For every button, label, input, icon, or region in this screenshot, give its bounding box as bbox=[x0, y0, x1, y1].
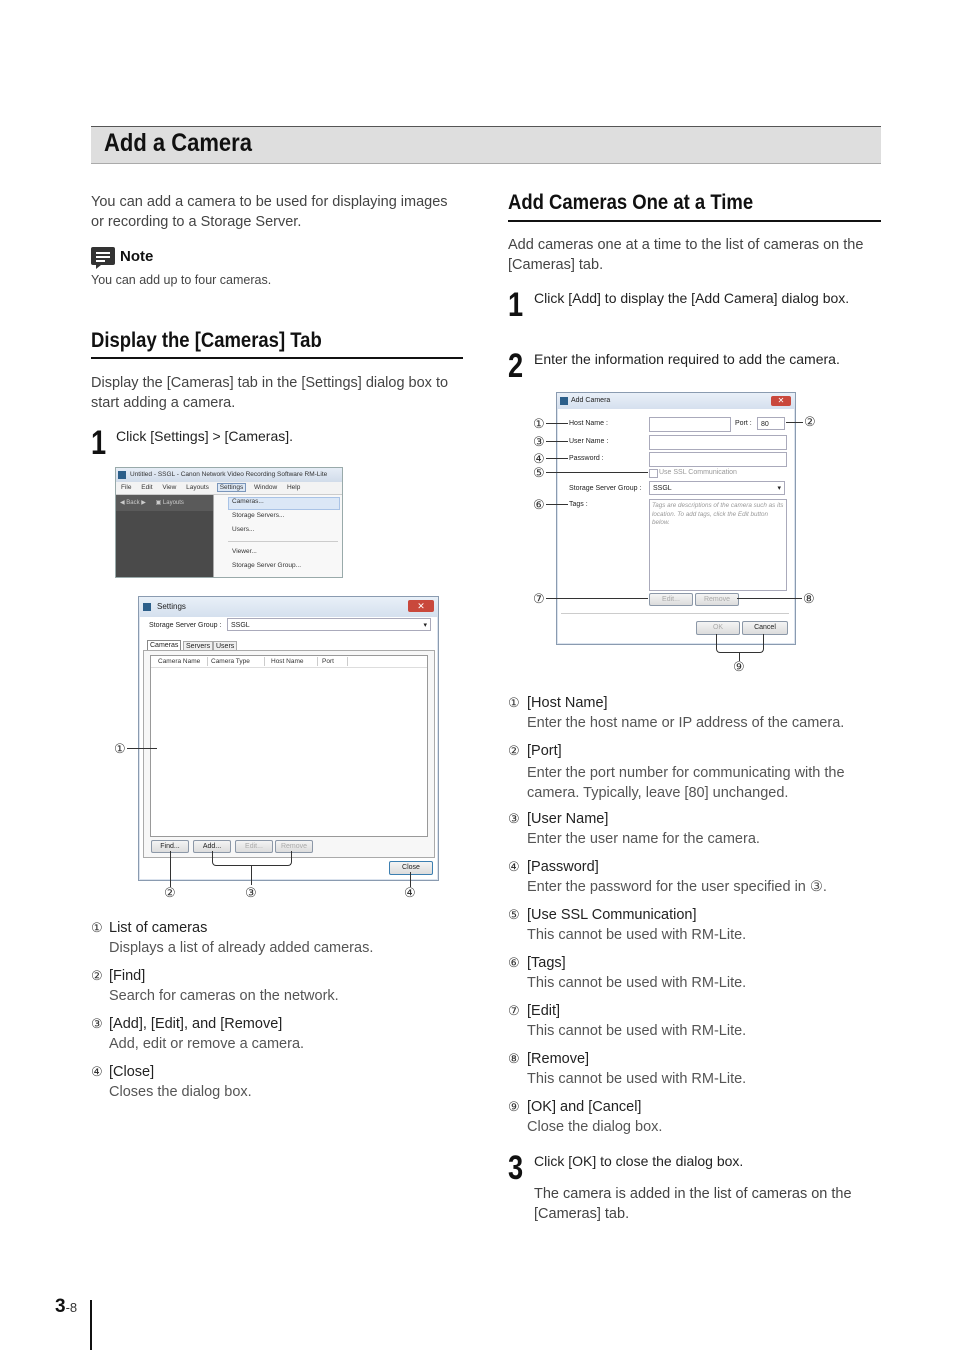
tab-cameras[interactable]: Cameras bbox=[147, 640, 181, 651]
right-item-num: ② bbox=[508, 743, 520, 758]
leader-line bbox=[546, 472, 648, 473]
left-item-title: List of cameras bbox=[109, 920, 208, 936]
right-item-title: [Use SSL Communication] bbox=[527, 907, 697, 923]
menubar bbox=[116, 482, 342, 495]
menu-settings[interactable]: Settings bbox=[217, 483, 247, 492]
callout-9: ⑨ bbox=[733, 659, 745, 674]
bracket-line bbox=[716, 634, 764, 653]
right-item-num: ⑨ bbox=[508, 1099, 520, 1114]
left-section-heading: Display the [Cameras] Tab bbox=[91, 329, 322, 352]
callout-6: ⑥ bbox=[533, 497, 545, 512]
menu-item-cameras[interactable]: Cameras... bbox=[232, 498, 264, 505]
port-label: Port : bbox=[735, 420, 752, 427]
callout-1: ① bbox=[533, 416, 545, 431]
leader-line bbox=[170, 851, 171, 887]
intro-text: You can add a camera to be used for displaying images or recording to a Storage Server. bbox=[91, 194, 448, 230]
password-input[interactable] bbox=[649, 452, 787, 467]
callout-5: ⑤ bbox=[533, 465, 545, 480]
footer-rule bbox=[90, 1300, 92, 1350]
user-name-input[interactable] bbox=[649, 435, 787, 450]
close-x-icon[interactable]: ✕ bbox=[408, 600, 434, 612]
chevron-down-icon: ▾ bbox=[777, 485, 781, 492]
right-item-desc: Enter the user name for the camera. bbox=[527, 831, 760, 847]
menu-screenshot bbox=[115, 467, 343, 578]
leader-line bbox=[546, 423, 568, 424]
left-item-num: ① bbox=[91, 920, 103, 935]
right-step1-text: Click [Add] to display the [Add Camera] dialog box. bbox=[534, 290, 850, 306]
menu-title-text: Untitled - SSGL - Canon Network Video Recording Software RM-Lite bbox=[130, 471, 328, 478]
page-number bbox=[55, 1296, 77, 1318]
menu-item-storage-server-group[interactable]: Storage Server Group... bbox=[232, 562, 302, 569]
settings-titlebar bbox=[139, 597, 438, 617]
tab-servers[interactable]: Servers bbox=[183, 641, 213, 651]
right-step3-text: Click [OK] to close the dialog box. bbox=[534, 1153, 744, 1169]
tags-edit-button[interactable]: Edit... bbox=[649, 593, 693, 606]
close-button[interactable]: Close bbox=[389, 861, 433, 875]
menu-window[interactable]: Window bbox=[254, 484, 278, 491]
right-item-num: ③ bbox=[508, 811, 520, 826]
right-item-desc: This cannot be used with RM-Lite. bbox=[527, 1071, 747, 1087]
server-group-label: Storage Server Group : bbox=[569, 485, 642, 492]
settings-group-select[interactable] bbox=[227, 618, 431, 631]
right-item-title: [Tags] bbox=[527, 955, 566, 971]
menu-view[interactable]: View bbox=[162, 484, 177, 491]
right-item-desc: Enter the password for the user specified in ③. bbox=[527, 879, 827, 895]
chevron-down-icon: ▾ bbox=[423, 622, 427, 629]
tags-remove-button[interactable]: Remove bbox=[695, 593, 739, 606]
col-host-name[interactable]: Host Name bbox=[271, 658, 304, 665]
leader-line bbox=[251, 865, 252, 885]
back-button[interactable]: ◀ Back ▶ bbox=[120, 500, 146, 506]
right-item-num: ⑥ bbox=[508, 955, 520, 970]
tags-hint: Tags are descriptions of the camera such as its location. To add tags, click the Edit button below. bbox=[652, 502, 784, 526]
add-camera-app-icon bbox=[560, 397, 568, 405]
right-step2-text: Enter the information required to add the camera. bbox=[534, 351, 840, 367]
left-section-desc: Display the [Cameras] tab in the [Settings] dialog box to start adding a camera. bbox=[91, 375, 449, 411]
callout-2: ② bbox=[164, 885, 176, 900]
page-title: Add a Camera bbox=[104, 129, 252, 157]
bracket-line bbox=[212, 851, 292, 866]
ok-button[interactable]: OK bbox=[696, 621, 740, 635]
settings-dialog-screenshot bbox=[138, 596, 439, 881]
ssl-checkbox[interactable] bbox=[649, 469, 658, 478]
col-camera-name[interactable]: Camera Name bbox=[158, 658, 201, 665]
right-item-title: [Host Name] bbox=[527, 695, 608, 711]
leader-line bbox=[546, 458, 568, 459]
right-item-num: ⑤ bbox=[508, 907, 520, 922]
right-step1-number: 1 bbox=[508, 286, 524, 324]
dark-workspace bbox=[116, 495, 213, 577]
left-item-desc: Displays a list of already added cameras. bbox=[109, 940, 374, 956]
settings-title: Settings bbox=[157, 602, 186, 611]
right-section-heading: Add Cameras One at a Time bbox=[508, 191, 754, 214]
left-item-num: ③ bbox=[91, 1016, 103, 1031]
host-name-input[interactable] bbox=[649, 417, 731, 432]
camera-list[interactable] bbox=[150, 655, 428, 837]
right-step3-number: 3 bbox=[508, 1149, 524, 1187]
title-banner bbox=[91, 126, 881, 164]
menu-item-storage-servers[interactable]: Storage Servers... bbox=[232, 512, 285, 519]
server-group-value: SSGL bbox=[653, 485, 672, 492]
callout-8: ⑧ bbox=[803, 591, 815, 606]
settings-group-value: SSGL bbox=[231, 622, 250, 629]
right-item-title: [OK] and [Cancel] bbox=[527, 1099, 642, 1115]
callout-3: ③ bbox=[245, 885, 257, 900]
right-step2-number: 2 bbox=[508, 347, 524, 385]
layouts-button[interactable]: ▣ Layouts bbox=[155, 500, 184, 506]
note-label: Note bbox=[120, 248, 154, 265]
app-icon bbox=[118, 471, 126, 479]
menu-layouts[interactable]: Layouts bbox=[186, 484, 209, 491]
right-item-num: ⑧ bbox=[508, 1051, 520, 1066]
left-item-num: ② bbox=[91, 968, 103, 983]
menu-item-viewer[interactable]: Viewer... bbox=[232, 548, 257, 555]
ssl-label: Use SSL Communication bbox=[659, 469, 737, 476]
col-camera-type[interactable]: Camera Type bbox=[211, 658, 250, 665]
note-icon bbox=[91, 247, 115, 269]
edit-button[interactable]: Edit... bbox=[235, 840, 273, 853]
tab-users[interactable]: Users bbox=[213, 641, 237, 651]
right-item-desc: This cannot be used with RM-Lite. bbox=[527, 975, 747, 991]
leader-line bbox=[127, 748, 157, 749]
right-item-num: ④ bbox=[508, 859, 520, 874]
left-item-desc: Add, edit or remove a camera. bbox=[109, 1036, 305, 1052]
left-heading-rule bbox=[91, 357, 463, 359]
callout-2: ② bbox=[804, 414, 816, 429]
menu-edit[interactable]: Edit bbox=[141, 484, 153, 491]
right-item-title: [Port] bbox=[527, 743, 562, 759]
right-item-desc: Close the dialog box. bbox=[527, 1119, 663, 1135]
left-item-title: [Find] bbox=[109, 968, 146, 984]
settings-dropdown-menu bbox=[213, 495, 342, 577]
page-suffix: -8 bbox=[65, 1300, 78, 1315]
callout-1: ① bbox=[114, 741, 126, 756]
menu-window-title bbox=[116, 468, 342, 482]
callout-4: ④ bbox=[533, 451, 545, 466]
left-item-desc: Search for cameras on the network. bbox=[109, 988, 339, 1004]
chapter-number: 3 bbox=[55, 1296, 66, 1317]
leader-line bbox=[786, 422, 803, 423]
right-item-title: [Edit] bbox=[527, 1003, 561, 1019]
host-name-label: Host Name : bbox=[569, 420, 608, 427]
left-item-num: ④ bbox=[91, 1064, 103, 1079]
right-item-num: ① bbox=[508, 695, 520, 710]
right-item-desc: Enter the host name or IP address of the camera. bbox=[527, 715, 845, 731]
right-item-title: [Password] bbox=[527, 859, 599, 875]
add-camera-titlebar bbox=[557, 393, 795, 409]
left-step1-text: Click [Settings] > [Cameras]. bbox=[116, 428, 294, 444]
note-text: You can add up to four cameras. bbox=[91, 273, 272, 287]
right-item-desc: This cannot be used with RM-Lite. bbox=[527, 1023, 747, 1039]
password-label: Password : bbox=[569, 455, 604, 462]
find-button[interactable]: Find... bbox=[151, 840, 189, 853]
callout-4: ④ bbox=[404, 885, 416, 900]
menu-help[interactable]: Help bbox=[286, 484, 301, 491]
right-items-list bbox=[508, 695, 881, 1145]
leader-line bbox=[546, 441, 568, 442]
col-port[interactable]: Port bbox=[322, 658, 334, 665]
right-item-title: [Remove] bbox=[527, 1051, 590, 1067]
callout-7: ⑦ bbox=[533, 591, 545, 606]
user-name-label: User Name : bbox=[569, 438, 609, 445]
tags-label: Tags : bbox=[569, 501, 588, 508]
right-item-num: ⑦ bbox=[508, 1003, 520, 1018]
leader-line bbox=[737, 598, 802, 599]
add-button[interactable]: Add... bbox=[193, 840, 231, 853]
port-input[interactable]: 80 bbox=[757, 417, 785, 430]
add-camera-dialog-screenshot bbox=[556, 392, 796, 645]
left-item-title: [Add], [Edit], and [Remove] bbox=[109, 1016, 283, 1032]
add-camera-title: Add Camera bbox=[571, 397, 611, 404]
callout-3: ③ bbox=[533, 434, 545, 449]
server-group-select[interactable] bbox=[649, 481, 785, 495]
right-heading-rule bbox=[508, 220, 881, 222]
close-x-icon[interactable]: ✕ bbox=[771, 396, 791, 406]
settings-group-label: Storage Server Group : bbox=[149, 622, 222, 629]
menu-file[interactable]: File bbox=[121, 484, 132, 491]
leader-line bbox=[546, 504, 568, 505]
left-item-title: [Close] bbox=[109, 1064, 155, 1080]
menu-item-users[interactable]: Users... bbox=[232, 526, 255, 533]
right-section-desc: Add cameras one at a time to the list of cameras on the [Cameras] tab. bbox=[508, 237, 864, 273]
tags-area[interactable] bbox=[649, 499, 787, 591]
left-step1-number: 1 bbox=[91, 424, 107, 462]
cancel-button[interactable]: Cancel bbox=[742, 621, 788, 635]
right-step3-result: The camera is added in the list of cameras on the [Cameras] tab. bbox=[534, 1186, 852, 1222]
leader-line bbox=[546, 598, 648, 599]
remove-button[interactable]: Remove bbox=[275, 840, 313, 853]
left-item-desc: Closes the dialog box. bbox=[109, 1084, 252, 1100]
right-item-desc: This cannot be used with RM-Lite. bbox=[527, 927, 747, 943]
right-item-desc: Enter the port number for communicating with the camera. Typically, leave [80] unchanged. bbox=[527, 765, 845, 801]
right-item-title: [User Name] bbox=[527, 811, 609, 827]
settings-app-icon bbox=[143, 603, 151, 611]
